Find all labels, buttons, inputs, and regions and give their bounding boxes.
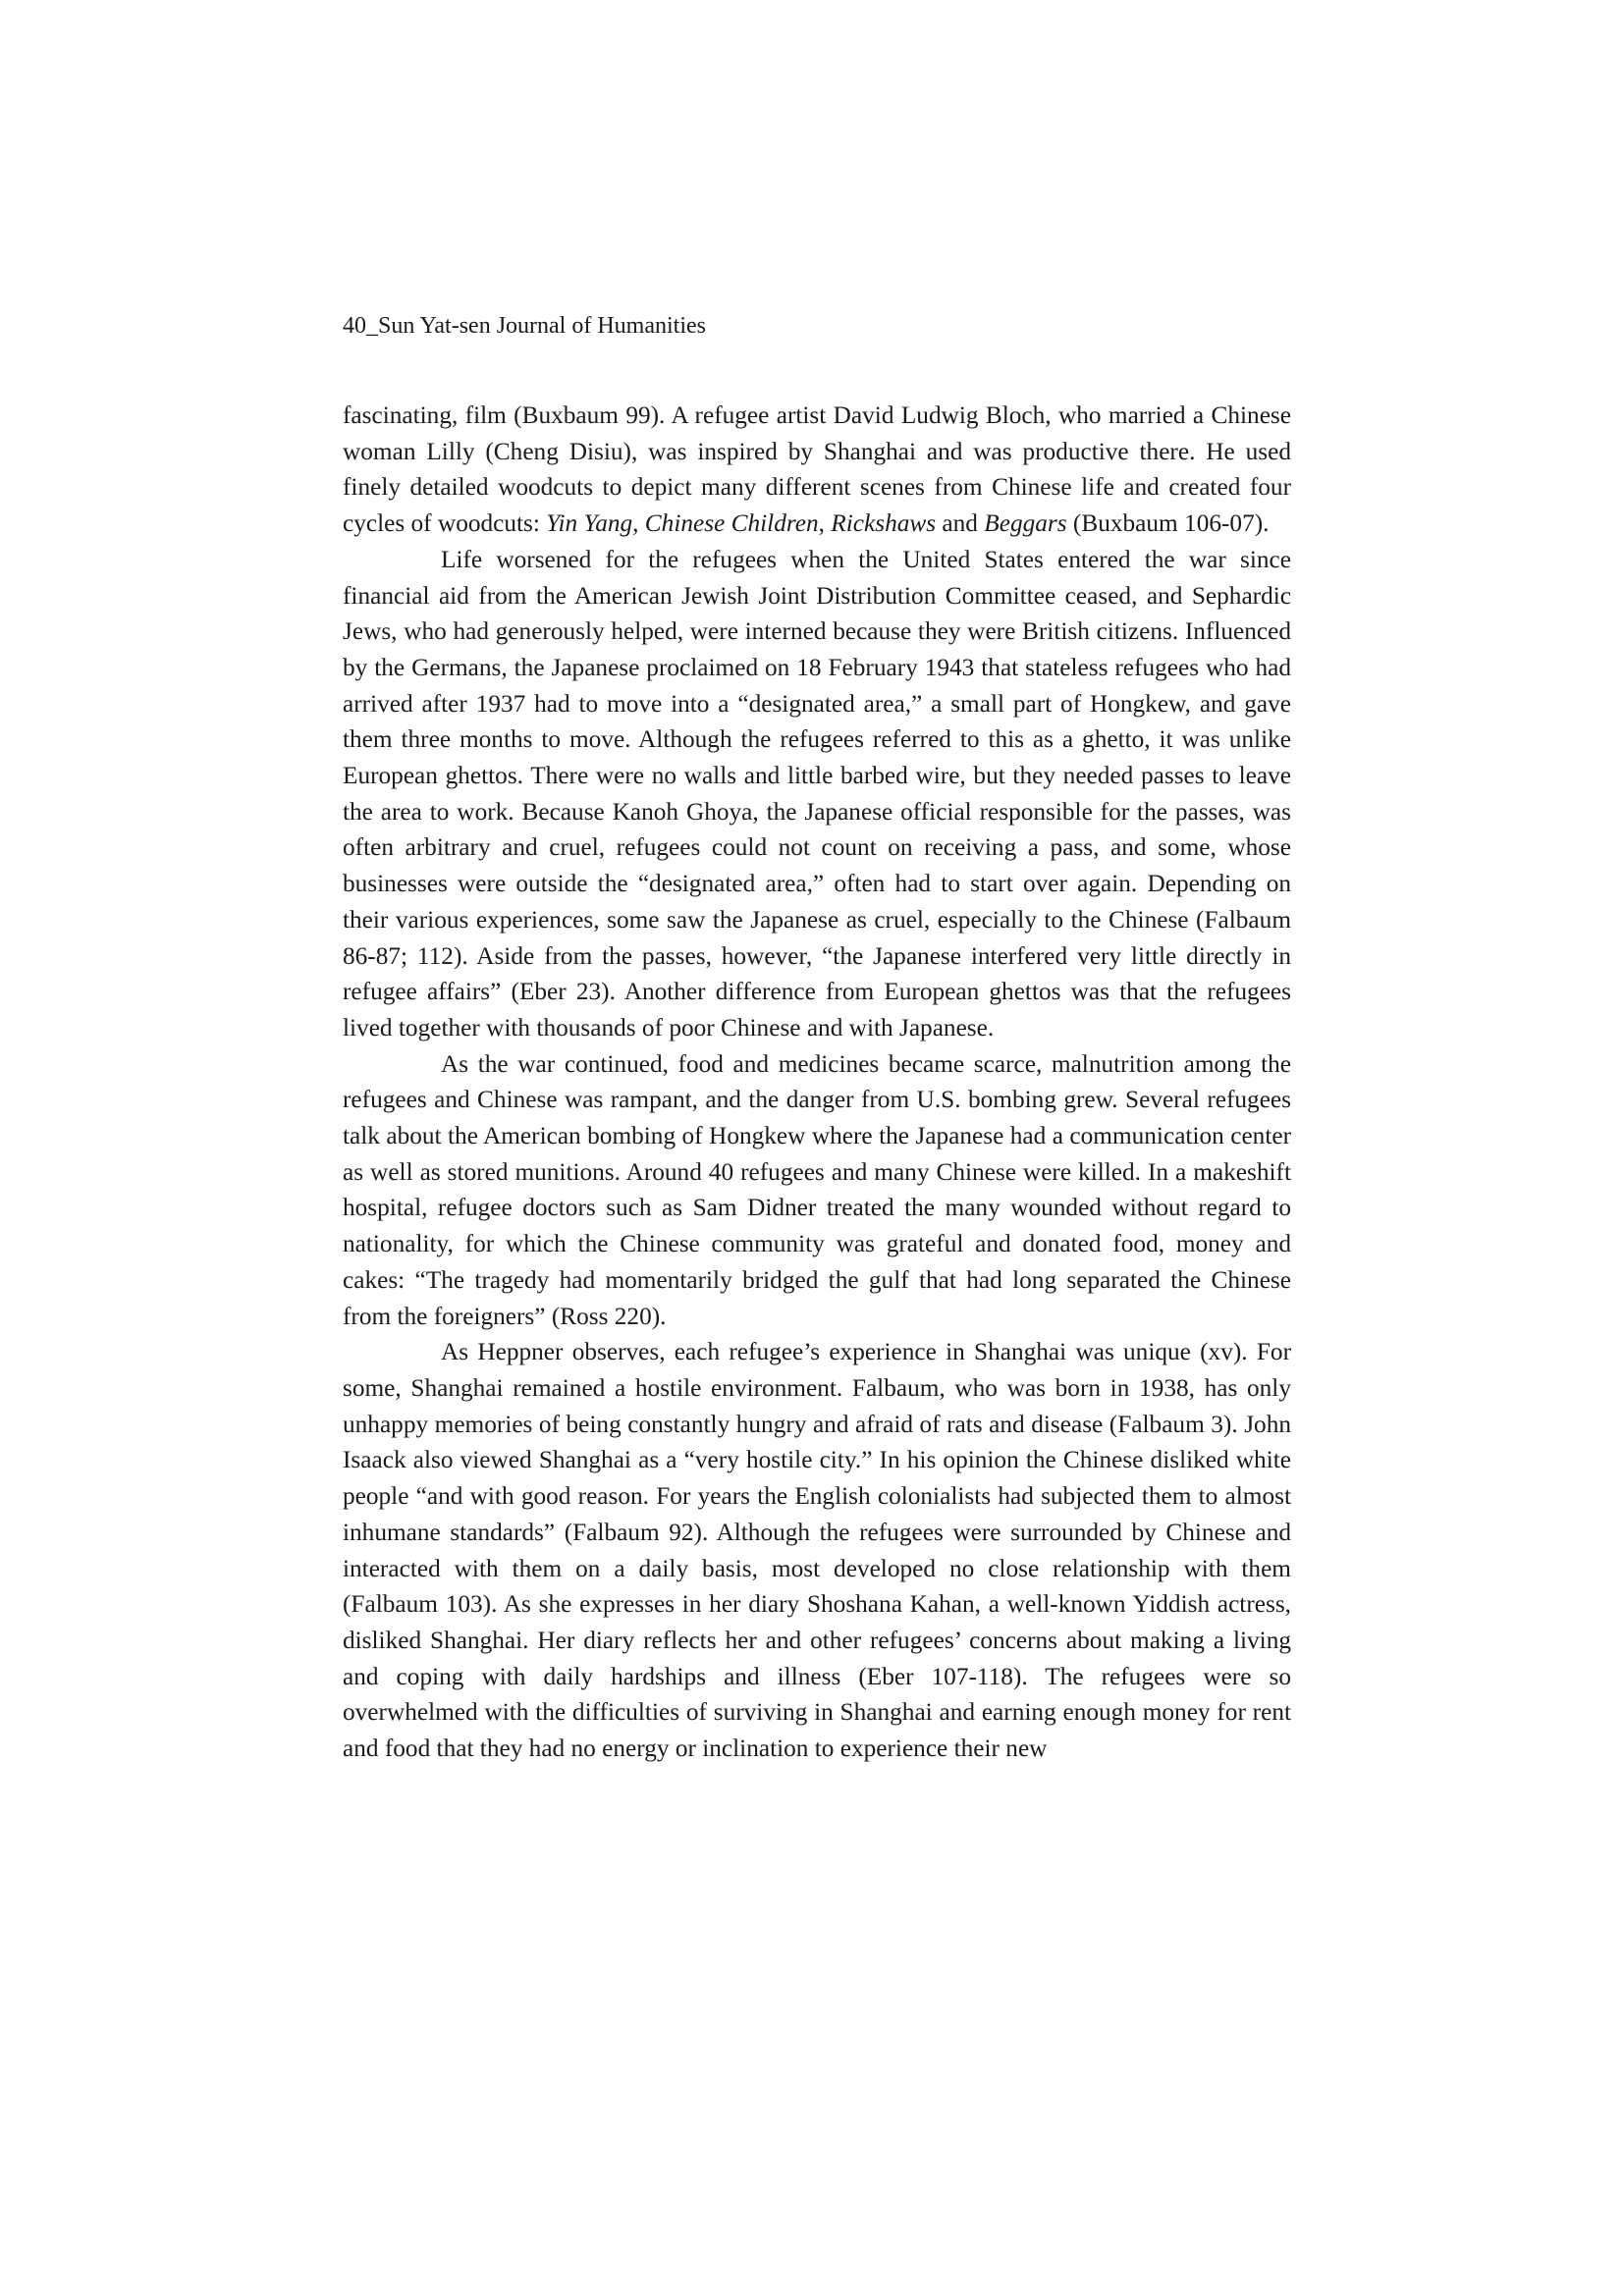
paragraph-1-text-d: and [936, 509, 985, 538]
article-body [343, 398, 1291, 1767]
paragraph-2: Life worsened for the refugees when the United States entered the war since financial aid from the American Jewish Joint Distribution Committee ceased, and Sephardic Jews, who had generously helped, were interned because they were British citizens. Influenced by the Germans, the Japanese proclaimed on 18 February 1943 that stateless refugees who had arrived after 1937 had to move into a “designated area,” a small part of Hongkew, and gave them three months to move. Although the refugees referred to this as a ghetto, it was unlike European ghettos. There were no walls and little barbed wire, but they needed passes to leave the area to work. Because Kanoh Ghoya, the Japanese official responsible for the passes, was often arbitrary and cruel, refugees could not count on receiving a pass, and some, whose businesses were outside the “designated area,” often had to start over again. Depending on their various experiences, some saw the Japanese as cruel, especially to the Chinese (Falbaum 86-87; 112). Aside from the passes, however, “the Japanese interfered very little directly in refugee affairs” (Eber 23). Another difference from European ghettos was that the refugees lived together with thousands of poor Chinese and with Japanese. [343, 545, 1291, 1041]
paragraph-1-text-c: , [818, 509, 832, 538]
italic-title-chinese-children: Chinese Children [644, 509, 819, 538]
paragraph-1-text-b: , [632, 509, 645, 538]
paragraph-3: As the war continued, food and medicines became scarce, malnutrition among the refugees and Chinese was rampant, and the danger from U.S. bombing grew. Several refugees talk about the American bombing of Hongkew where the Japanese had a communication center as well as stored munitions. Around 40 refugees and many Chinese were killed. In a makeshift hospital, refugee doctors such as Sam Didner treated the many wounded without regard to nationality, for which the Chinese community was grateful and donated food, money and cakes: “The tragedy had momentarily bridged the gulf that had long separated the Chinese from the foreigners” (Ross 220). [343, 1049, 1291, 1330]
paragraph-1-text-e: (Buxbaum 106-07). [1066, 509, 1270, 538]
italic-title-rickshaws: Rickshaws [831, 509, 937, 538]
paragraph-1 [343, 398, 1291, 542]
paragraph-4: As Heppner observes, each refugee’s experience in Shanghai was unique (xv). For some, Shanghai remained a hostile environment. Falbaum, who was born in 1938, has only unhappy memories of being constantly hungry and afraid of rats and disease (Falbaum 3). John Isaack also viewed Shanghai as a “very hostile city.” In his opinion the Chinese disliked white people “and with good reason. For years the English colonialists had subjected them to almost inhumane standards” (Falbaum 92). Although the refugees were surrounded by Chinese and interacted with them on a daily basis, most developed no close relationship with them (Falbaum 103). As she expresses in her diary Shoshana Kahan, a well-known Yiddish actress, disliked Shanghai. Her diary reflects her and other refugees’ concerns about making a living and coping with daily hardships and illness (Eber 107-118). The refugees were so overwhelmed with the difficulties of surviving in Shanghai and earning enough money for rent and food that they had no energy or inclination to experience their new [343, 1338, 1291, 1763]
paragraph-1-text-a: fascinating, film (Buxbaum 99). A refugee artist David Ludwig Bloch, who married a Chinese woman Lilly (Cheng Disiu), was inspired by Shanghai and was productive there. He used finely detailed woodcuts to depict many different scenes from Chinese life and created four cycles of woodcuts: [343, 401, 1291, 538]
running-header: 40_Sun Yat-sen Journal of Humanities [343, 313, 706, 339]
italic-title-beggars: Beggars [984, 509, 1067, 538]
italic-title-yin-yang: Yin Yang [546, 509, 633, 538]
